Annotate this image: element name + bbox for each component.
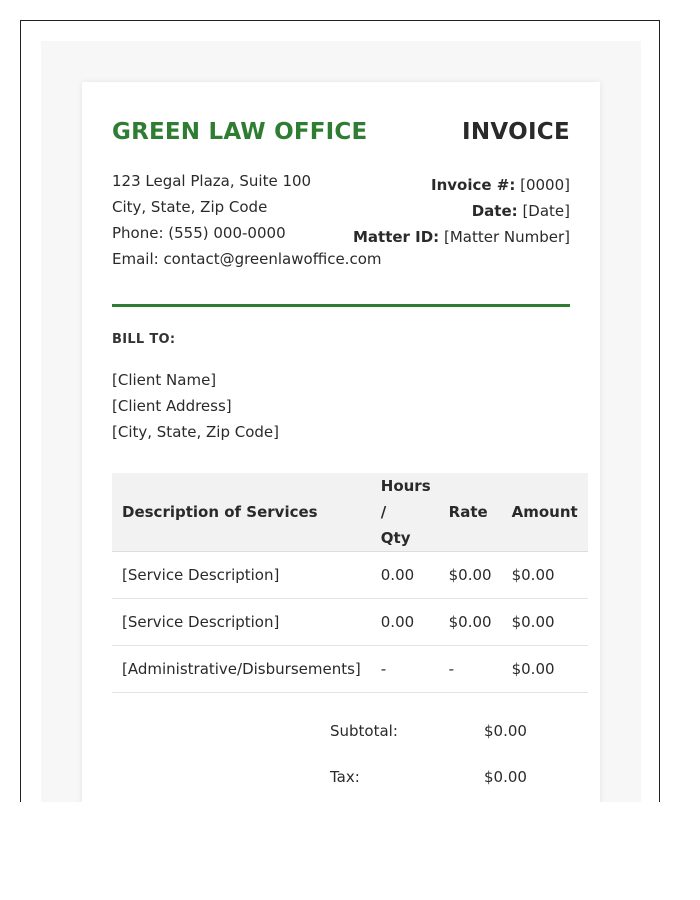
firm-phone: Phone: (555) 000-0000 bbox=[112, 224, 286, 242]
firm-name: GREEN LAW OFFICE bbox=[112, 119, 368, 145]
matter-id-value: [Matter Number] bbox=[443, 228, 570, 246]
row-description: [Service Description] bbox=[112, 599, 371, 646]
invoice-number-value: [0000] bbox=[520, 176, 570, 194]
tax-row bbox=[330, 768, 570, 802]
client-name: [Client Name] bbox=[112, 371, 217, 389]
row-amount: $0.00 bbox=[502, 646, 588, 693]
row-rate: $0.00 bbox=[439, 552, 502, 599]
client-address: [Client Address] bbox=[112, 397, 232, 415]
row-qty: 0.00 bbox=[371, 552, 439, 599]
row-description: [Administrative/Disbursements] bbox=[112, 646, 371, 693]
table-row bbox=[112, 552, 588, 599]
invoice-meta-block bbox=[353, 172, 570, 250]
tax-value: $0.00 bbox=[484, 768, 527, 786]
firm-contact-block bbox=[112, 168, 381, 272]
row-rate: $0.00 bbox=[439, 599, 502, 646]
firm-address-line1: 123 Legal Plaza, Suite 100 bbox=[112, 172, 312, 190]
totals-block bbox=[330, 722, 570, 802]
row-qty: 0.00 bbox=[371, 599, 439, 646]
header-amount: Amount bbox=[502, 473, 588, 552]
table-header-row bbox=[112, 473, 588, 552]
row-amount: $0.00 bbox=[502, 552, 588, 599]
header-hours-line1: Hours / bbox=[380, 477, 431, 521]
firm-address-line2: City, State, Zip Code bbox=[112, 198, 268, 216]
table-row bbox=[112, 599, 588, 646]
header-description: Description of Services bbox=[112, 473, 371, 552]
subtotal-row bbox=[330, 722, 570, 768]
bill-to-title: BILL TO: bbox=[112, 332, 176, 347]
invoice-date-label: Date: bbox=[471, 202, 518, 220]
row-description: [Service Description] bbox=[112, 552, 371, 599]
invoice-sheet bbox=[82, 82, 600, 802]
subtotal-value: $0.00 bbox=[484, 722, 527, 740]
invoice-header bbox=[112, 82, 570, 292]
subtotal-label: Subtotal: bbox=[330, 722, 398, 740]
matter-id-row bbox=[353, 224, 570, 250]
bill-to-block bbox=[112, 367, 279, 445]
matter-id-label: Matter ID: bbox=[352, 228, 440, 246]
header-hours-line2: Qty bbox=[380, 529, 411, 547]
tax-label: Tax: bbox=[330, 768, 360, 786]
services-table bbox=[112, 473, 588, 693]
client-city: [City, State, Zip Code] bbox=[112, 423, 280, 441]
row-qty: - bbox=[371, 646, 439, 693]
row-amount: $0.00 bbox=[502, 599, 588, 646]
invoice-number-label: Invoice #: bbox=[430, 176, 516, 194]
invoice-title: INVOICE bbox=[461, 119, 570, 145]
document-frame bbox=[20, 20, 660, 802]
row-rate: - bbox=[439, 646, 502, 693]
header-divider bbox=[112, 304, 570, 307]
invoice-date-row bbox=[353, 198, 570, 224]
page-background bbox=[41, 41, 641, 802]
firm-email: Email: contact@greenlawoffice.com bbox=[112, 250, 382, 268]
table-row bbox=[112, 646, 588, 693]
header-rate: Rate bbox=[439, 473, 502, 552]
invoice-content bbox=[112, 82, 578, 786]
header-hours-qty bbox=[371, 473, 439, 552]
invoice-date-value: [Date] bbox=[522, 202, 570, 220]
invoice-number-row bbox=[353, 172, 570, 198]
